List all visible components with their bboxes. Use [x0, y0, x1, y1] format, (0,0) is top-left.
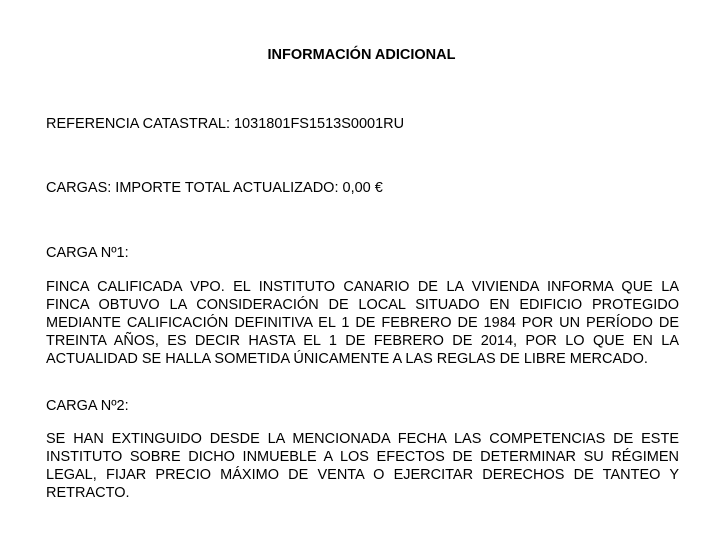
carga-1-line: MEDIANTE CALIFICACIÓN DEFINITIVA EL 1 DE FEBRERO DE 1984 POR UN PERÍODO DE [46, 315, 679, 331]
carga-2-line: LEGAL, FIJAR PRECIO MÁXIMO DE VENTA O EJERCITAR DERECHOS DE TANTEO Y [46, 467, 679, 483]
carga-2-line: SE HAN EXTINGUIDO DESDE LA MENCIONADA FECHA LAS COMPETENCIAS DE ESTE [46, 431, 679, 447]
carga-2-heading: CARGA Nº2: [46, 398, 129, 414]
carga-2-text [46, 430, 679, 502]
carga-1-line: FINCA CALIFICADA VPO. EL INSTITUTO CANARIO DE LA VIVIENDA INFORMA QUE LA [46, 279, 679, 295]
carga-1-line: FINCA OBTUVO LA CONSIDERACIÓN DE LOCAL SITUADO EN EDIFICIO PROTEGIDO [46, 297, 679, 313]
carga-2-line: RETRACTO. [46, 485, 130, 501]
carga-1-line: TREINTA AÑOS, ES DECIR HASTA EL 1 DE FEBRERO DE 2014, POR LO QUE EN LA [46, 333, 679, 349]
carga-1-heading: CARGA Nº1: [46, 245, 129, 261]
referencia-catastral: REFERENCIA CATASTRAL: 1031801FS1513S0001RU [46, 116, 405, 132]
document-title: INFORMACIÓN ADICIONAL [267, 47, 456, 63]
cargas-importe-total: CARGAS: IMPORTE TOTAL ACTUALIZADO: 0,00 € [46, 180, 383, 196]
carga-1-text [46, 278, 679, 368]
carga-1-line: ACTUALIDAD SE HALLA SOMETIDA ÚNICAMENTE A LAS REGLAS DE LIBRE MERCADO. [46, 351, 648, 367]
carga-2-line: INSTITUTO SOBRE DICHO INMUEBLE A LOS EFECTOS DE DETERMINAR SU RÉGIMEN [46, 449, 679, 465]
